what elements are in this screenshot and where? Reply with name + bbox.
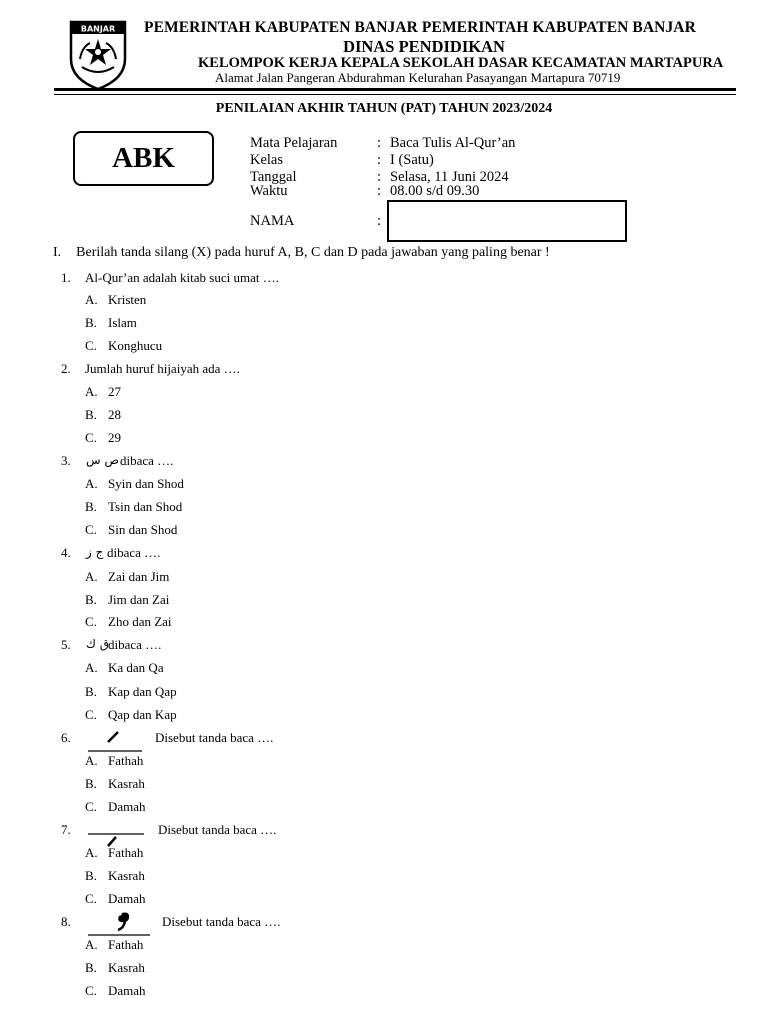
- option-letter: C.: [85, 522, 97, 537]
- subject-colon: :: [377, 135, 382, 151]
- class-label: Kelas: [250, 152, 284, 168]
- subject-label: Mata Pelajaran: [250, 135, 338, 151]
- question-number: 3.: [61, 453, 71, 468]
- option-text[interactable]: Damah: [108, 983, 146, 998]
- option-text[interactable]: Zai dan Jim: [108, 569, 170, 584]
- option-text[interactable]: Tsin dan Shod: [108, 499, 183, 514]
- question-text: dibaca ….: [107, 545, 161, 560]
- option-text[interactable]: Kasrah: [108, 960, 145, 975]
- arabic-letters: ق ك: [86, 637, 110, 651]
- option-letter: B.: [85, 960, 97, 975]
- option-letter: A.: [85, 753, 98, 768]
- option-text[interactable]: Kap dan Qap: [108, 684, 177, 699]
- option-text[interactable]: Fathah: [108, 845, 144, 860]
- banjar-logo: [68, 19, 128, 91]
- instruction-number: I.: [53, 245, 62, 260]
- time-label: Waktu: [250, 183, 288, 199]
- option-letter: C.: [85, 983, 97, 998]
- header-working-group: KELOMPOK KERJA KEPALA SEKOLAH DASAR KECAMATAN MARTAPURA: [198, 55, 724, 71]
- question-text: dibaca ….: [108, 637, 162, 652]
- name-label: NAMA: [250, 213, 295, 229]
- option-letter: B.: [85, 315, 97, 330]
- question-number: 1.: [61, 270, 71, 285]
- option-text[interactable]: Kasrah: [108, 776, 145, 791]
- question-text: Disebut tanda baca ….: [162, 914, 281, 929]
- header-department: DINAS PENDIDIKAN: [343, 37, 505, 56]
- class-value: I (Satu): [390, 152, 434, 168]
- class-colon: :: [377, 152, 382, 168]
- option-text[interactable]: Zho dan Zai: [108, 614, 172, 629]
- abk-label-box: [73, 131, 214, 186]
- option-text[interactable]: Kasrah: [108, 868, 145, 883]
- option-letter: C.: [85, 799, 97, 814]
- name-input-box[interactable]: [387, 200, 627, 242]
- question-text: Disebut tanda baca ….: [158, 822, 277, 837]
- option-letter: B.: [85, 407, 97, 422]
- option-letter: B.: [85, 776, 97, 791]
- option-letter: A.: [85, 937, 98, 952]
- abk-label: ABK: [112, 142, 175, 174]
- option-text[interactable]: Syin dan Shod: [108, 476, 184, 491]
- option-letter: C.: [85, 891, 97, 906]
- date-colon: :: [377, 169, 382, 185]
- question-text: Disebut tanda baca ….: [155, 730, 274, 745]
- question-number: 4.: [61, 545, 71, 560]
- option-letter: C.: [85, 430, 97, 445]
- option-text[interactable]: Ka dan Qa: [108, 660, 164, 675]
- date-label: Tanggal: [250, 169, 297, 185]
- instruction-text: Berilah tanda silang (X) pada huruf A, B, C dan D pada jawaban yang paling benar !: [76, 245, 550, 260]
- header-rule-thick: [54, 88, 736, 91]
- question-number: 6.: [61, 730, 71, 745]
- time-value: 08.00 s/d 09.30: [390, 183, 480, 199]
- damah-diacritic-icon: [86, 908, 154, 938]
- option-text[interactable]: Islam: [108, 315, 137, 330]
- question-text: dibaca ….: [120, 453, 174, 468]
- question-text: Jumlah huruf hijaiyah ada ….: [85, 361, 240, 376]
- option-letter: A.: [85, 384, 98, 399]
- option-text[interactable]: Damah: [108, 891, 146, 906]
- option-letter: B.: [85, 868, 97, 883]
- option-letter: A.: [85, 476, 98, 491]
- question-number: 7.: [61, 822, 71, 837]
- option-text[interactable]: Fathah: [108, 753, 144, 768]
- option-letter: A.: [85, 845, 98, 860]
- name-colon: :: [377, 213, 382, 229]
- option-letter: C.: [85, 338, 97, 353]
- option-letter: B.: [85, 684, 97, 699]
- time-colon: :: [377, 183, 382, 199]
- header-government: PEMERINTAH KABUPATEN BANJAR PEMERINTAH KABUPATEN BANJAR: [144, 19, 696, 36]
- question-number: 8.: [61, 914, 71, 929]
- option-text[interactable]: Konghucu: [108, 338, 163, 353]
- exam-title: PENILAIAN AKHIR TAHUN (PAT) TAHUN 2023/2024: [215, 101, 553, 116]
- question-number: 5.: [61, 637, 71, 652]
- header-rule-thin: [54, 94, 736, 95]
- option-text[interactable]: Qap dan Kap: [108, 707, 177, 722]
- header-address: Alamat Jalan Pangeran Abdurahman Kelurahan Pasayangan Martapura 70719: [215, 70, 621, 85]
- option-text[interactable]: Sin dan Shod: [108, 522, 178, 537]
- option-letter: A.: [85, 569, 98, 584]
- question-number: 2.: [61, 361, 71, 376]
- option-text[interactable]: 28: [108, 407, 121, 422]
- option-letter: C.: [85, 614, 97, 629]
- option-letter: B.: [85, 592, 97, 607]
- option-letter: A.: [85, 292, 98, 307]
- option-text[interactable]: 27: [108, 384, 121, 399]
- option-text[interactable]: Damah: [108, 799, 146, 814]
- question-text: Al-Qur’an adalah kitab suci umat ….: [85, 270, 279, 285]
- fathah-diacritic-icon: [86, 726, 146, 754]
- option-letter: B.: [85, 499, 97, 514]
- logo-text: BANJAR: [80, 24, 116, 34]
- option-letter: C.: [85, 707, 97, 722]
- option-text[interactable]: Fathah: [108, 937, 144, 952]
- option-text[interactable]: Jim dan Zai: [108, 592, 170, 607]
- instruction: [53, 245, 550, 261]
- arabic-letters: ص س: [86, 453, 119, 467]
- option-text[interactable]: 29: [108, 430, 121, 445]
- subject-value: Baca Tulis Al-Qur’an: [390, 135, 516, 151]
- date-value: Selasa, 11 Juni 2024: [390, 169, 509, 185]
- option-text[interactable]: Kristen: [108, 292, 147, 307]
- arabic-letters: ج ز: [86, 545, 104, 559]
- option-letter: A.: [85, 660, 98, 675]
